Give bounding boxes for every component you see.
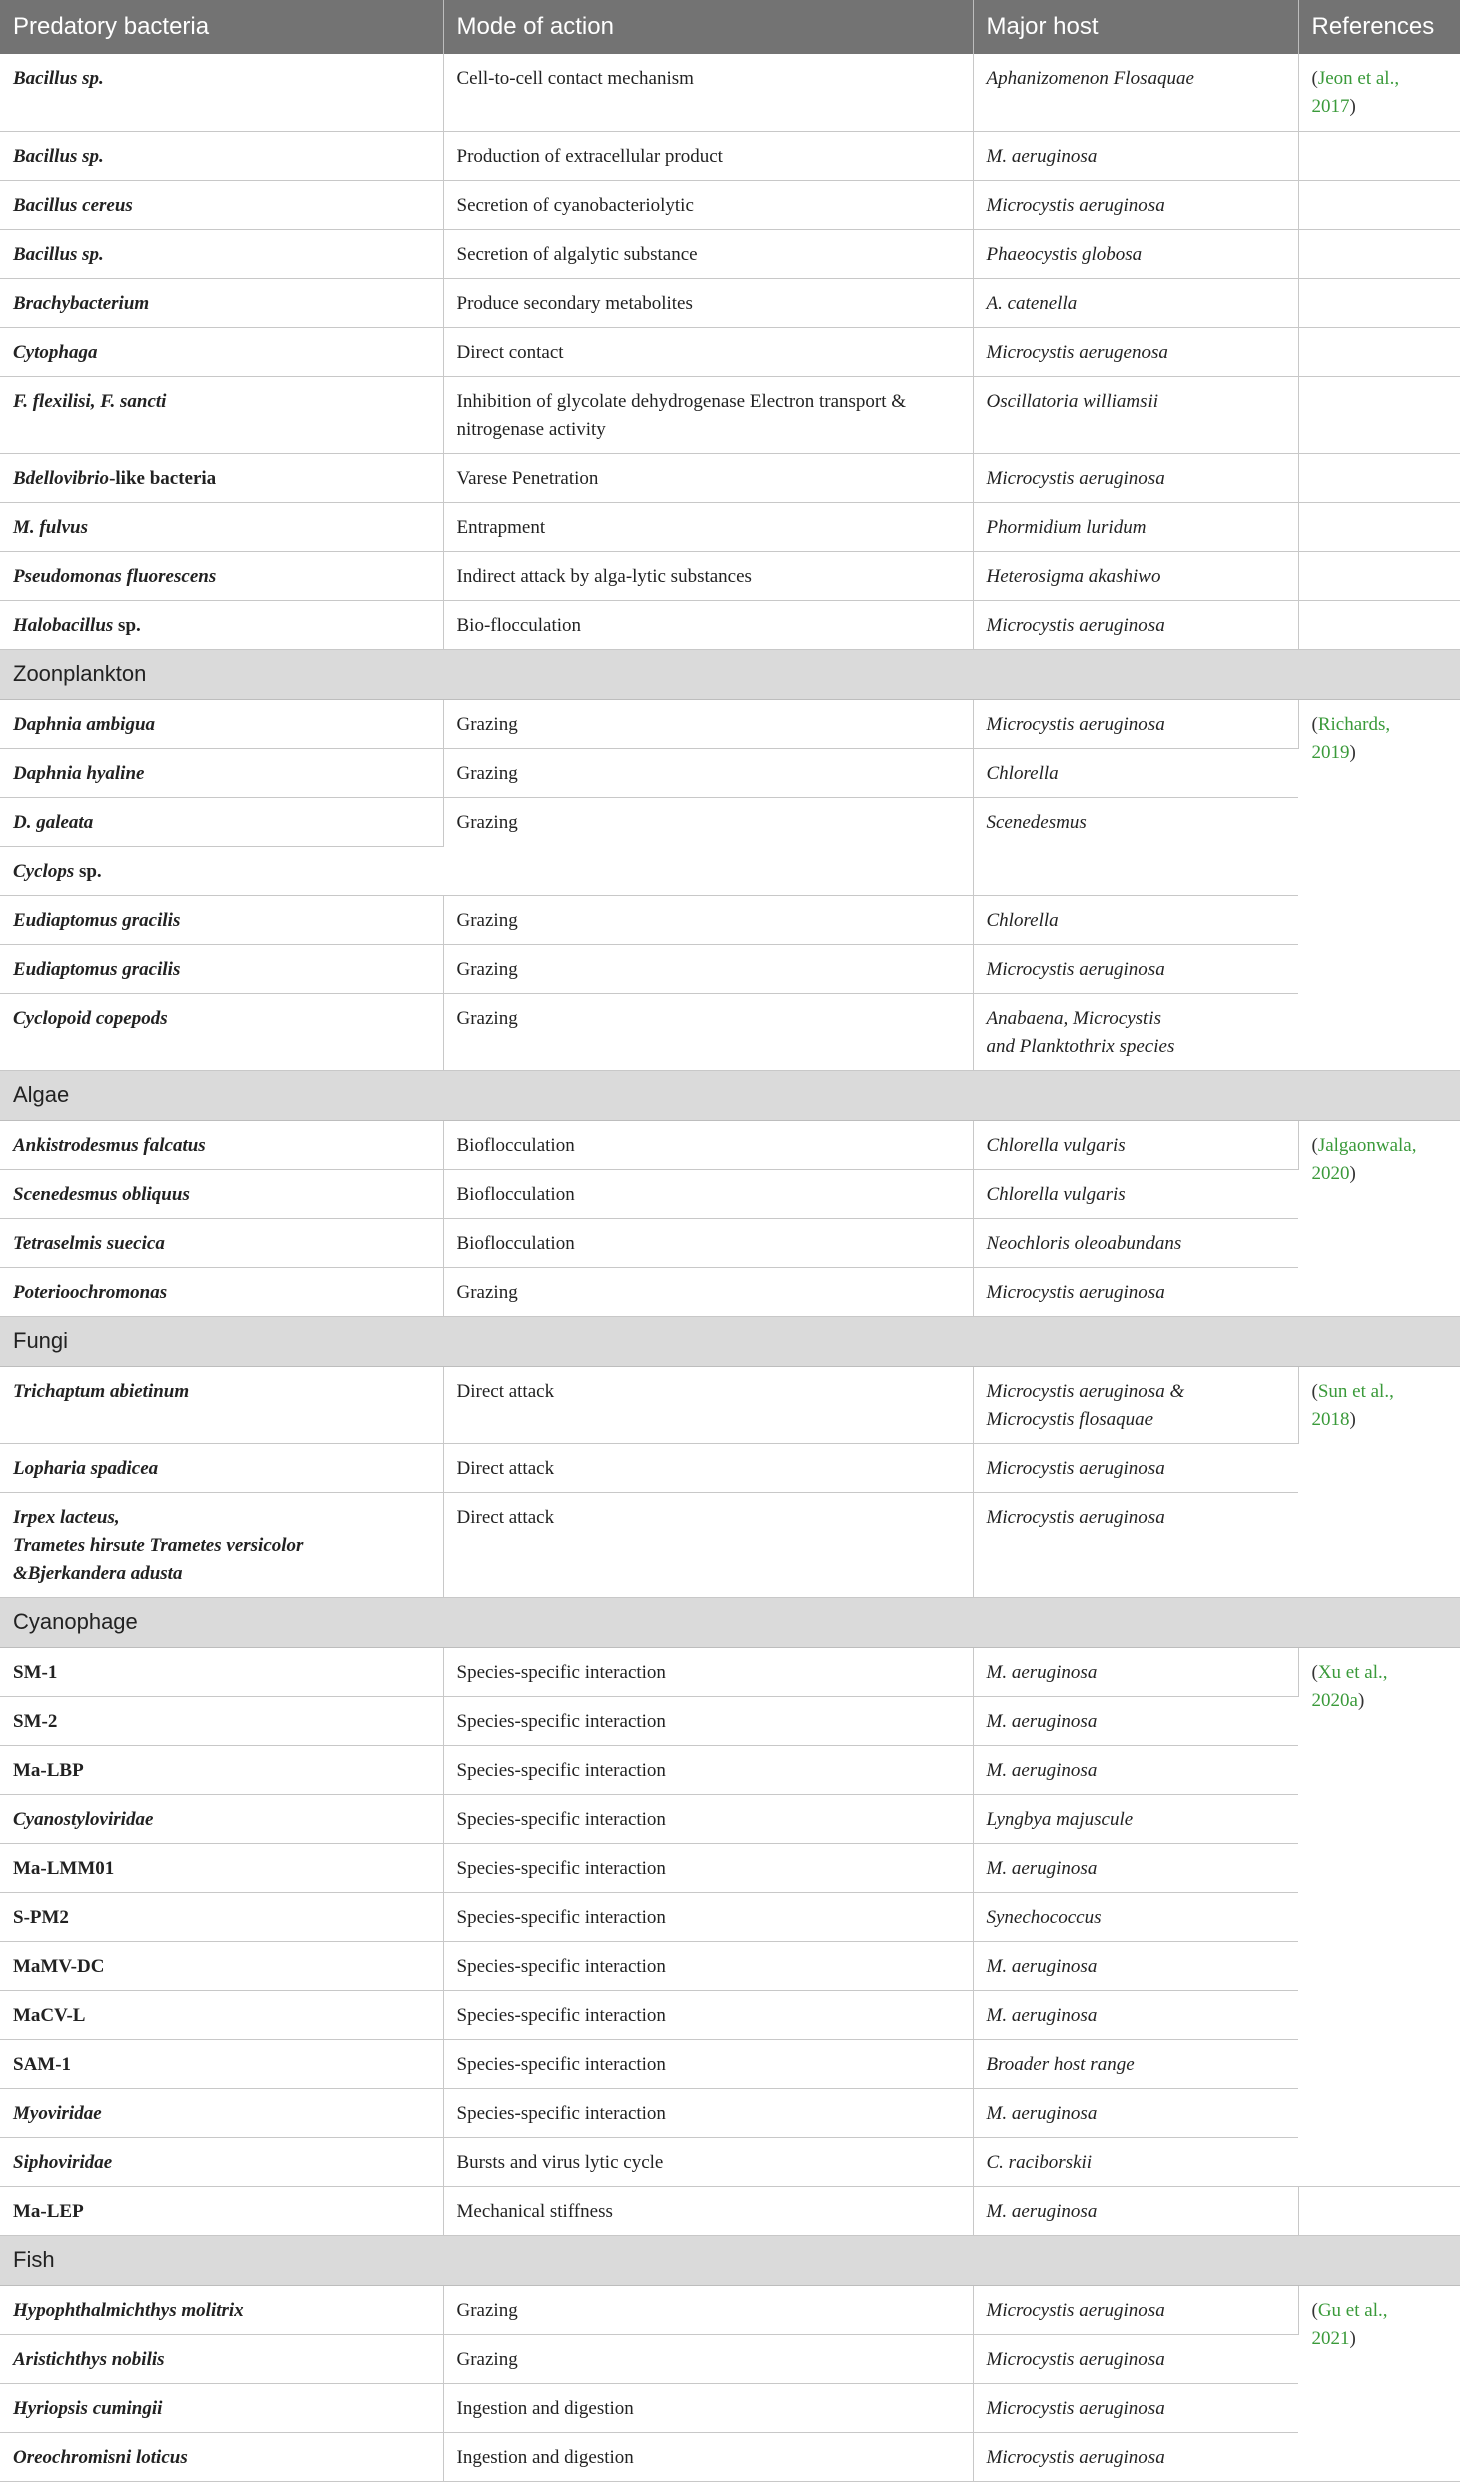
- reference-cell: [1298, 180, 1460, 229]
- organism-name: Pseudomonas fluorescens: [0, 551, 443, 600]
- table-row: [0, 1647, 1460, 1696]
- organism-name: Brachybacterium: [0, 278, 443, 327]
- table-row: [0, 2432, 1460, 2481]
- table-row: [0, 1696, 1460, 1745]
- organism-name: Hyriopsis cumingii: [0, 2383, 443, 2432]
- mode-of-action: Indirect attack by alga-lytic substances: [443, 551, 973, 600]
- major-host: Lyngbya majuscule: [973, 1794, 1298, 1843]
- table-row: [0, 2334, 1460, 2383]
- table-row: [0, 1794, 1460, 1843]
- organism-name: Irpex lacteus, Trametes hirsute Trametes versicolor &Bjerkandera adusta: [0, 1492, 443, 1597]
- mode-of-action: Direct attack: [443, 1443, 973, 1492]
- mode-of-action: Grazing: [443, 993, 973, 1070]
- reference-cell: [1298, 376, 1460, 453]
- header-mode: Mode of action: [443, 0, 973, 54]
- reference-cell: [1298, 327, 1460, 376]
- organism-name: Ankistrodesmus falcatus: [0, 1120, 443, 1169]
- mode-of-action: Cell-to-cell contact mechanism: [443, 54, 973, 131]
- mode-of-action: Bursts and virus lytic cycle: [443, 2137, 973, 2186]
- mode-of-action: Species-specific interaction: [443, 2088, 973, 2137]
- major-host: Aphanizomenon Flosaquae: [973, 54, 1298, 131]
- major-host: M. aeruginosa: [973, 1941, 1298, 1990]
- major-host: Synechococcus: [973, 1892, 1298, 1941]
- organism-name: Bacillus cereus: [0, 180, 443, 229]
- table-row: [0, 376, 1460, 453]
- reference-cell: [1298, 131, 1460, 180]
- mode-of-action: Bio-flocculation: [443, 600, 973, 649]
- table-row: [0, 1120, 1460, 1169]
- header-host: Major host: [973, 0, 1298, 54]
- table-row: [0, 2285, 1460, 2334]
- major-host: M. aeruginosa: [973, 1990, 1298, 2039]
- reference-cell: [1298, 453, 1460, 502]
- major-host: M. aeruginosa: [973, 2186, 1298, 2235]
- organism-name: MaMV-DC: [0, 1941, 443, 1990]
- organism-name: Bacillus sp.: [0, 131, 443, 180]
- organism-name: Cytophaga: [0, 327, 443, 376]
- mode-of-action: Grazing: [443, 2334, 973, 2383]
- major-host: Broader host range: [973, 2039, 1298, 2088]
- reference-cell: [1298, 502, 1460, 551]
- organism-name: D. galeata: [0, 797, 443, 846]
- organism-name: Ma-LBP: [0, 1745, 443, 1794]
- section-title: Zoonplankton: [0, 649, 1460, 699]
- organism-name: Daphnia hyaline: [0, 748, 443, 797]
- mode-of-action: Direct attack: [443, 1366, 973, 1443]
- section-title: Cyanophage: [0, 1597, 1460, 1647]
- table-row: [0, 993, 1460, 1070]
- reference-link[interactable]: (Jeon et al., 2017): [1298, 54, 1460, 131]
- organism-name: Ma-LMM01: [0, 1843, 443, 1892]
- organism-name: Scenedesmus obliquus: [0, 1169, 443, 1218]
- header-references: References: [1298, 0, 1460, 54]
- mode-of-action: Species-specific interaction: [443, 1990, 973, 2039]
- section-header-cyanophage: [0, 1597, 1460, 1647]
- mode-of-action: Secretion of algalytic substance: [443, 229, 973, 278]
- mode-of-action: Species-specific interaction: [443, 1941, 973, 1990]
- mode-of-action: Grazing: [443, 1267, 973, 1316]
- table-row: [0, 748, 1460, 797]
- major-host: Chlorella vulgaris: [973, 1120, 1298, 1169]
- section-header-fish: [0, 2235, 1460, 2285]
- mode-of-action: Entrapment: [443, 502, 973, 551]
- major-host: Microcystis aeruginosa: [973, 2285, 1298, 2334]
- mode-of-action: Grazing: [443, 2285, 973, 2334]
- mode-of-action: Bioflocculation: [443, 1218, 973, 1267]
- section-header-algae: [0, 1070, 1460, 1120]
- table-row: [0, 600, 1460, 649]
- organism-name: SM-2: [0, 1696, 443, 1745]
- table-row: [0, 502, 1460, 551]
- mode-of-action: Secretion of cyanobacteriolytic: [443, 180, 973, 229]
- table-row: [0, 1892, 1460, 1941]
- mode-of-action: Grazing: [443, 797, 973, 895]
- reference-link[interactable]: (Jalgaonwala, 2020): [1298, 1120, 1460, 1316]
- table-row: [0, 2088, 1460, 2137]
- mode-of-action: Species-specific interaction: [443, 1696, 973, 1745]
- table-row: [0, 1941, 1460, 1990]
- table-row: [0, 1267, 1460, 1316]
- organism-name: Trichaptum abietinum: [0, 1366, 443, 1443]
- mode-of-action: Bioflocculation: [443, 1120, 973, 1169]
- table-row: [0, 944, 1460, 993]
- section-title: Fish: [0, 2235, 1460, 2285]
- table-row: [0, 229, 1460, 278]
- organism-name: F. flexilisi, F. sancti: [0, 376, 443, 453]
- major-host: M. aeruginosa: [973, 1745, 1298, 1794]
- reference-cell: [1298, 551, 1460, 600]
- table-row: [0, 895, 1460, 944]
- major-host: Neochloris oleoabundans: [973, 1218, 1298, 1267]
- major-host: A. catenella: [973, 278, 1298, 327]
- mode-of-action: Grazing: [443, 699, 973, 748]
- major-host: Microcystis aeruginosa: [973, 699, 1298, 748]
- major-host: Microcystis aeruginosa: [973, 2334, 1298, 2383]
- table-row: [0, 131, 1460, 180]
- major-host: Heterosigma akashiwo: [973, 551, 1298, 600]
- major-host: C. raciborskii: [973, 2137, 1298, 2186]
- major-host: Microcystis aeruginosa: [973, 944, 1298, 993]
- mode-of-action: Inhibition of glycolate dehydrogenase Electron transport & nitrogenase activity: [443, 376, 973, 453]
- mode-of-action: Bioflocculation: [443, 1169, 973, 1218]
- major-host: M. aeruginosa: [973, 1696, 1298, 1745]
- organism-name: Hypophthalmichthys molitrix: [0, 2285, 443, 2334]
- table-row: [0, 797, 1460, 846]
- reference-link[interactable]: (Richards, 2019): [1298, 699, 1460, 1070]
- major-host: Anabaena, Microcystis and Planktothrix species: [973, 993, 1298, 1070]
- table-row: [0, 1990, 1460, 2039]
- table-row: [0, 2039, 1460, 2088]
- organism-name: Poterioochromonas: [0, 1267, 443, 1316]
- table-row: [0, 2383, 1460, 2432]
- reference-cell: [1298, 600, 1460, 649]
- header-predator: Predatory bacteria: [0, 0, 443, 54]
- table-row: [0, 2186, 1460, 2235]
- major-host: Chlorella vulgaris: [973, 1169, 1298, 1218]
- table-row: [0, 699, 1460, 748]
- organism-name: Oreochromisni loticus: [0, 2432, 443, 2481]
- organism-name: Bdellovibrio-like bacteria: [0, 453, 443, 502]
- major-host: Phormidium luridum: [973, 502, 1298, 551]
- major-host: M. aeruginosa: [973, 1647, 1298, 1696]
- mode-of-action: Produce secondary metabolites: [443, 278, 973, 327]
- major-host: Microcystis aeruginosa: [973, 180, 1298, 229]
- mode-of-action: Ingestion and digestion: [443, 2383, 973, 2432]
- table-row: [0, 1443, 1460, 1492]
- organism-name: Bacillus sp.: [0, 54, 443, 131]
- mode-of-action: Species-specific interaction: [443, 1794, 973, 1843]
- major-host: Microcystis aerugenosa: [973, 327, 1298, 376]
- major-host: Oscillatoria williamsii: [973, 376, 1298, 453]
- reference-link[interactable]: (Gu et al., 2021): [1298, 2285, 1460, 2481]
- organism-name: SAM-1: [0, 2039, 443, 2088]
- table-row: [0, 327, 1460, 376]
- major-host: M. aeruginosa: [973, 131, 1298, 180]
- table-row: [0, 54, 1460, 131]
- major-host: Microcystis aeruginosa: [973, 1267, 1298, 1316]
- section-header-zooplankton: [0, 649, 1460, 699]
- table-row: [0, 2137, 1460, 2186]
- table-row: [0, 278, 1460, 327]
- organism-name: S-PM2: [0, 1892, 443, 1941]
- organism-name: Aristichthys nobilis: [0, 2334, 443, 2383]
- table-row: [0, 1366, 1460, 1443]
- organism-name: Tetraselmis suecica: [0, 1218, 443, 1267]
- mode-of-action: Direct attack: [443, 1492, 973, 1597]
- table-row: [0, 180, 1460, 229]
- organism-name: Cyclops sp.: [0, 846, 443, 895]
- organism-name: Myoviridae: [0, 2088, 443, 2137]
- mode-of-action: Species-specific interaction: [443, 1892, 973, 1941]
- table-row: [0, 1218, 1460, 1267]
- table-row: [0, 1492, 1460, 1597]
- reference-cell: [1298, 278, 1460, 327]
- section-header-fungi: [0, 1316, 1460, 1366]
- organism-name: M. fulvus: [0, 502, 443, 551]
- organism-name: Ma-LEP: [0, 2186, 443, 2235]
- mode-of-action: Grazing: [443, 748, 973, 797]
- major-host: Microcystis aeruginosa: [973, 453, 1298, 502]
- mode-of-action: Mechanical stiffness: [443, 2186, 973, 2235]
- mode-of-action: Species-specific interaction: [443, 1745, 973, 1794]
- header-row: [0, 0, 1460, 54]
- major-host: M. aeruginosa: [973, 1843, 1298, 1892]
- mode-of-action: Grazing: [443, 944, 973, 993]
- reference-cell: [1298, 2186, 1460, 2235]
- organism-name: Lopharia spadicea: [0, 1443, 443, 1492]
- organism-name: SM-1: [0, 1647, 443, 1696]
- mode-of-action: Grazing: [443, 895, 973, 944]
- table-row: [0, 453, 1460, 502]
- organism-name: MaCV-L: [0, 1990, 443, 2039]
- table-row: [0, 1169, 1460, 1218]
- organism-name: Bacillus sp.: [0, 229, 443, 278]
- organism-name: Daphnia ambigua: [0, 699, 443, 748]
- major-host: Microcystis aeruginosa: [973, 2432, 1298, 2481]
- major-host: Microcystis aeruginosa & Microcystis flosaquae: [973, 1366, 1298, 1443]
- major-host: Microcystis aeruginosa: [973, 1492, 1298, 1597]
- organism-name: Siphoviridae: [0, 2137, 443, 2186]
- mode-of-action: Varese Penetration: [443, 453, 973, 502]
- major-host: Microcystis aeruginosa: [973, 600, 1298, 649]
- mode-of-action: Production of extracellular product: [443, 131, 973, 180]
- organism-name: Cyclopoid copepods: [0, 993, 443, 1070]
- major-host: Scenedesmus: [973, 797, 1298, 895]
- major-host: Chlorella: [973, 748, 1298, 797]
- mode-of-action: Direct contact: [443, 327, 973, 376]
- reference-link[interactable]: (Sun et al., 2018): [1298, 1366, 1460, 1597]
- mode-of-action: Ingestion and digestion: [443, 2432, 973, 2481]
- major-host: M. aeruginosa: [973, 2088, 1298, 2137]
- table-row: [0, 1843, 1460, 1892]
- section-title: Algae: [0, 1070, 1460, 1120]
- organism-name: Eudiaptomus gracilis: [0, 944, 443, 993]
- section-title: Fungi: [0, 1316, 1460, 1366]
- major-host: Phaeocystis globosa: [973, 229, 1298, 278]
- major-host: Microcystis aeruginosa: [973, 1443, 1298, 1492]
- mode-of-action: Species-specific interaction: [443, 1843, 973, 1892]
- organism-name: Eudiaptomus gracilis: [0, 895, 443, 944]
- organism-name: Cyanostyloviridae: [0, 1794, 443, 1843]
- organism-name: Halobacillus sp.: [0, 600, 443, 649]
- reference-link[interactable]: (Xu et al., 2020a): [1298, 1647, 1460, 2186]
- mode-of-action: Species-specific interaction: [443, 2039, 973, 2088]
- reference-cell: [1298, 229, 1460, 278]
- major-host: Chlorella: [973, 895, 1298, 944]
- table-row: [0, 1745, 1460, 1794]
- mode-of-action: Species-specific interaction: [443, 1647, 973, 1696]
- major-host: Microcystis aeruginosa: [973, 2383, 1298, 2432]
- table-row: [0, 551, 1460, 600]
